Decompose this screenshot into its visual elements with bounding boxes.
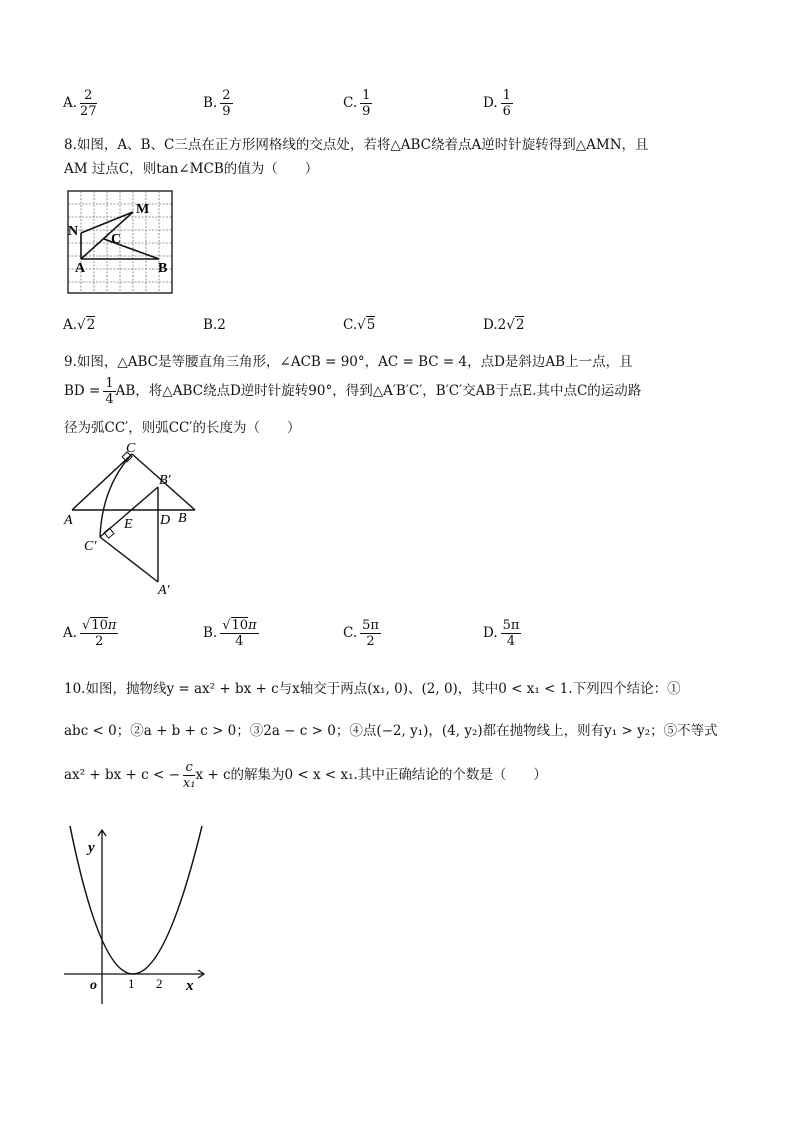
label-e: E (124, 517, 133, 532)
q10-stem-line1: 10.如图，抛物线y = ax² + bx + c与x轴交于两点(x₁, 0)、(2, 0)，其中0 < x₁ < 1.下列四个结论：① (64, 681, 681, 697)
numerator: 5π (502, 618, 520, 633)
q9-stem-line3: 径为弧CC′，则弧CC′的长度为（ ） (64, 420, 301, 436)
denominator: 9 (222, 104, 231, 119)
fraction (220, 88, 232, 119)
q10-stem-line2: abc < 0；②a + b + c > 0；③2a − c > 0；④点(−2, y₁)，(4, y₂)都在抛物线上，则有y₁ > y₂；⑤不等式 (64, 723, 718, 739)
radicand: 5 (366, 317, 376, 333)
fraction (360, 88, 372, 119)
numerator: √10π (82, 618, 117, 633)
label-n: N (68, 224, 79, 239)
text: ax² + bx + c < − (64, 767, 180, 783)
denominator: 2 (366, 634, 375, 649)
option-label: D. (483, 95, 498, 111)
option-label: A. (63, 317, 78, 333)
q7-option-a[interactable] (63, 88, 97, 119)
label-b: B (158, 261, 168, 276)
fraction (501, 618, 522, 649)
label-b-prime: B′ (159, 473, 171, 488)
label-c-prime: C′ (84, 539, 97, 554)
pi: π (107, 618, 117, 633)
numerator: 1 (105, 376, 114, 391)
fraction (80, 618, 118, 649)
fraction (501, 88, 513, 119)
q8-option-b[interactable] (203, 317, 226, 333)
denominator: x₁ (182, 776, 196, 791)
numerator: 2 (222, 88, 231, 103)
numerator: c (183, 760, 196, 776)
text: BD = (64, 383, 101, 399)
denominator: 2 (95, 634, 104, 649)
option-label: B. (203, 625, 218, 641)
coefficient: 2 (497, 317, 507, 333)
q8-stem-line2: AM 过点C，则tan∠MCB的值为（ ） (64, 161, 319, 177)
option-label: D. (483, 625, 498, 641)
denominator: 9 (362, 104, 371, 119)
numerator: 1 (502, 88, 511, 103)
label-d: D (160, 513, 171, 528)
q8-option-d[interactable]: D.2√2 (483, 317, 525, 333)
label-a-prime: A′ (158, 583, 170, 598)
radicand: 10 (91, 618, 108, 633)
q9-stem-line1: 9.如图，△ABC是等腰直角三角形，∠ACB = 90°，AC = BC = 4，点D是斜边AB上一点，且 (64, 354, 633, 370)
q8-option-c[interactable]: C.√5 (343, 317, 376, 333)
radicand: 10 (231, 618, 249, 633)
label-x: x (186, 978, 194, 994)
q9-option-b[interactable] (203, 618, 259, 649)
numerator: 2 (80, 88, 97, 104)
option-label: C. (343, 625, 358, 641)
label-c: C (126, 442, 136, 456)
label-a: A (75, 261, 86, 276)
option-label: D. (483, 317, 498, 333)
label-origin: o (90, 978, 97, 993)
q9-option-c[interactable] (343, 618, 381, 649)
label-one: 1 (128, 976, 135, 991)
option-label: A. (63, 625, 78, 641)
label-b: B (178, 511, 187, 526)
denominator: 6 (502, 104, 511, 119)
q7-option-d[interactable] (483, 88, 513, 119)
label-m: M (136, 202, 150, 217)
q10-stem-line3 (64, 760, 547, 791)
option-label: B. (203, 317, 218, 333)
denominator: 4 (235, 634, 244, 649)
fraction (360, 618, 381, 649)
option-label: C. (343, 95, 358, 111)
label-y: y (88, 840, 95, 856)
denominator: 4 (105, 392, 114, 407)
q9-figure (60, 442, 200, 602)
label-a: A (64, 513, 73, 528)
fraction (103, 376, 115, 407)
numerator: √10π (222, 618, 257, 633)
q8-option-a[interactable]: A.√2 (63, 317, 96, 333)
option-value: 2 (217, 317, 226, 333)
option-label: B. (203, 95, 218, 111)
radicand: 2 (86, 317, 96, 333)
fraction (220, 618, 258, 649)
radicand: 2 (515, 317, 525, 333)
q10-parabola-figure (62, 822, 212, 1008)
label-c: C (111, 232, 122, 247)
q9-stem-line2 (64, 376, 641, 407)
fraction (183, 760, 196, 791)
text: x + c的解集为0 < x < x₁.其中正确结论的个数是（ ） (195, 767, 547, 783)
q9-option-a[interactable] (63, 618, 118, 649)
label-two: 2 (156, 976, 163, 991)
q7-option-c[interactable] (343, 88, 372, 119)
denominator: 27 (80, 104, 97, 119)
q8-stem-line1: 8.如图，A、B、C三点在正方形网格线的交点处，若将△ABC绕着点A逆时针旋转得到△AMN，且 (64, 137, 649, 153)
numerator: 1 (362, 88, 371, 103)
text: AB，将△ABC绕点D逆时针旋转90°，得到△A′B′C′，B′C′交AB于点E.其中点C的运动路 (115, 383, 642, 399)
q7-option-b[interactable] (203, 88, 233, 119)
q8-grid-figure (64, 187, 176, 297)
pi: π (248, 618, 257, 633)
option-label: A. (63, 95, 78, 111)
denominator: 4 (506, 634, 516, 649)
triangle-lines (72, 454, 195, 582)
fraction (80, 88, 97, 119)
q9-option-d[interactable] (483, 618, 521, 649)
option-label: C. (343, 317, 358, 333)
numerator: 5π (362, 618, 379, 633)
